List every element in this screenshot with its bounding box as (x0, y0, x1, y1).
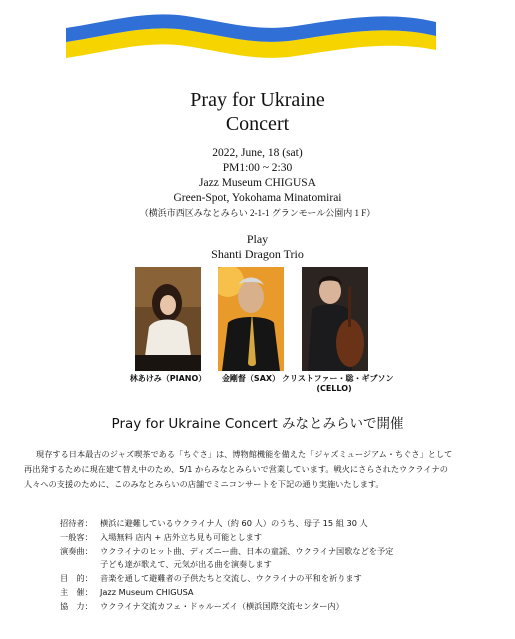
performer-photo-cello (302, 267, 368, 371)
detail-row-cooperation (60, 600, 500, 614)
concert-subtitle: Pray for Ukraine Concert みなとみらいで開催 (111, 416, 404, 432)
page-title-line2: Concert (225, 113, 290, 135)
performer-caption-cello (282, 374, 394, 394)
detail-value: 横浜に避難しているウクライナ人（約 60 人）のうち、母子 15 組 30 人 (100, 518, 368, 528)
intro-line-3: 人々への支援のために、このみなとみらいの店舗でミニコンサートを下記の通り実施いたします。 (24, 479, 384, 489)
performer-caption-sax: 金剛督（SAX） (221, 374, 281, 383)
detail-value: 子ども達が歌えて、元気が出る曲を演奏します (100, 559, 272, 570)
detail-row-songs-cont (60, 558, 500, 572)
play-label: Play (246, 232, 269, 246)
detail-label: 目 的： (60, 573, 93, 584)
detail-row-general (60, 531, 500, 545)
detail-label: 招待者： (60, 518, 93, 528)
intro-line-1: 現存する日本最古のジャズ喫茶である「ちぐさ」は、博物館機能を備えた「ジャズミュージアム・ちぐさ」として (36, 449, 453, 459)
performer-caption-cello-instrument: (CELLO) (316, 384, 352, 393)
detail-label: 演奏曲： (60, 545, 93, 556)
event-address: （横浜市西区みなとみらい 2-1-1 グランモール公園内 1 F） (139, 208, 376, 218)
page-title-line1: Pray for Ukraine (190, 89, 325, 111)
event-venue: Jazz Museum CHIGUSA (199, 177, 316, 189)
detail-row-purpose (60, 572, 500, 586)
detail-label: 一般客： (60, 531, 93, 542)
event-place: Green-Spot, Yokohama Minatomirai (173, 192, 342, 204)
intro-paragraph (24, 447, 494, 492)
event-details-list (60, 517, 500, 614)
detail-value: ウクライナ交流カフェ・ドゥルーズイ（横浜国際交流センター内） (100, 600, 344, 611)
detail-label: 協 力： (60, 600, 93, 611)
detail-row-organizer (60, 586, 500, 600)
performer-photo-piano (135, 267, 201, 371)
detail-label: 主 催： (60, 586, 93, 597)
detail-value: Jazz Museum CHIGUSA (100, 586, 194, 597)
event-time: PM1:00 ~ 2:30 (222, 162, 293, 174)
performer-caption-cello-name: クリストファー・聡・ギブソン (282, 374, 394, 383)
intro-line-2: 再出発するために現在建て替え中のため、5/1 からみなとみらいで営業しています。戦火にさらされたウクライナの (24, 464, 448, 474)
detail-value: 入場無料 店内 + 店外立ち見も可能とします (100, 531, 263, 542)
performer-photo-sax (218, 267, 284, 371)
performer-caption-piano: 林あけみ（PIANO） (129, 374, 207, 383)
detail-value: 音楽を通して避難者の子供たちと交流し、ウクライナの平和を祈ります (100, 573, 362, 584)
event-date: 2022, June, 18 (sat) (212, 147, 303, 159)
ukraine-flag-ribbon (66, 6, 436, 68)
detail-row-invitees (60, 517, 500, 531)
group-name: Shanti Dragon Trio (211, 247, 304, 261)
detail-row-songs (60, 545, 500, 559)
detail-value: ウクライナのヒット曲、ディズニー曲、日本の童謡、ウクライナ国歌などを予定 (100, 545, 394, 556)
